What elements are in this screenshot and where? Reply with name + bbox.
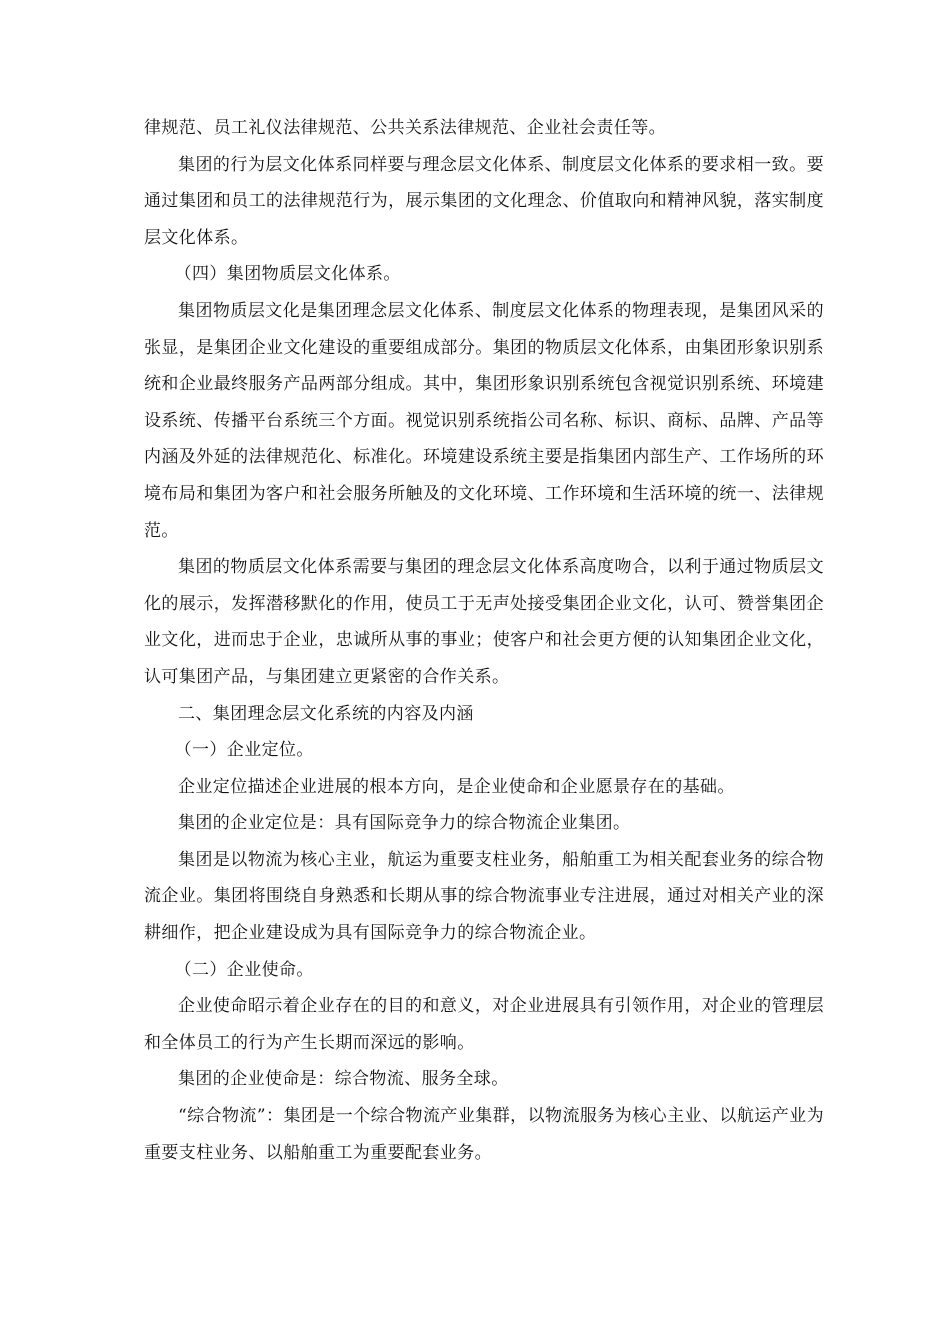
section-heading: （一）企业定位。: [174, 740, 314, 761]
paragraph: 企业定位描述企业进展的根本方向，是企业使命和企业愿景存在的基础。: [178, 776, 735, 797]
paragraph: 企业使命昭示着企业存在的目的和意义，对企业进展具有引领作用，对企业的管理层和全体员工的行为产生长期而深远的影响。: [144, 996, 824, 1053]
paragraph: “综合物流”：集团是一个综合物流产业集群，以物流服务为核心主业、以航运产业为重要支柱业务、以船舶重工为重要配套业务。: [144, 1106, 824, 1163]
section-heading: （四）集团物质层文化体系。: [174, 264, 401, 285]
chapter-heading: 二、集团理念层文化系统的内容及内涵: [178, 703, 474, 724]
paragraph: 集团是以物流为核心主业，航运为重要支柱业务，船舶重工为相关配套业务的综合物流企业。集团将围绕自身熟悉和长期从事的综合物流事业专注进展，通过对相关产业的深耕细作，把企业建设成为具有国际竞争力的综合物流企业。: [144, 849, 824, 944]
paragraph: 律规范、员工礼仪法律规范、公共关系法律规范、企业社会责任等。: [144, 118, 666, 138]
paragraph: 集团的物质层文化体系需要与集团的理念层文化体系高度吻合，以利于通过物质层文化的展示，发挥潜移默化的作用，使员工于无声处接受集团企业文化，认可、赞誉集团企业文化，进而忠于企业，忠诚所从事的事业；使客户和社会更方便的认知集团企业文化，认可集团产品，与集团建立更紧密的合作关系。: [144, 557, 824, 687]
paragraph: 集团物质层文化是集团理念层文化体系、制度层文化体系的物理表现，是集团风采的张显，是集团企业文化建设的重要组成部分。集团的物质层文化体系，由集团形象识别系统和企业最终服务产品两部分组成。其中，集团形象识别系统包含视觉识别系统、环境建设系统、传播平台系统三个方面。视觉识别系统指公司名称、标识、商标、品牌、产品等内涵及外延的法律规范化、标准化。环境建设系统主要是指集团内部生产、工作场所的环境布局和集团为客户和社会服务所触及的文化环境、工作环境和生活环境的统一、法律规范。: [144, 300, 824, 541]
paragraph: 集团的企业使命是：综合物流、服务全球。: [178, 1069, 509, 1090]
paragraph: 集团的企业定位是：具有国际竞争力的综合物流企业集团。: [178, 813, 631, 834]
document-body: [144, 110, 824, 1171]
paragraph: 集团的行为层文化体系同样要与理念层文化体系、制度层文化体系的要求相一致。要通过集团和员工的法律规范行为，展示集团的文化理念、价值取向和精神风貌，落实制度层文化体系。: [144, 154, 824, 248]
section-heading: （二）企业使命。: [174, 959, 314, 980]
